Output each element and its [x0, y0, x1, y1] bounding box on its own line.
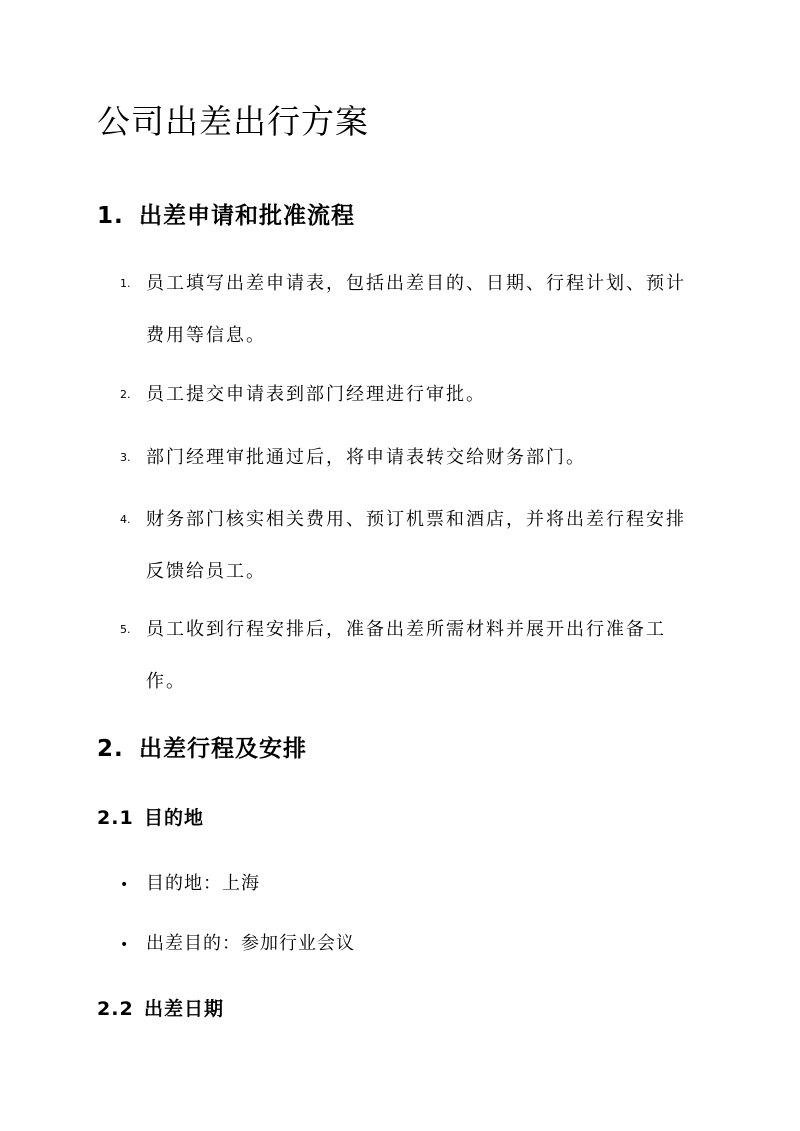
section-title: 出差行程及安排 — [139, 736, 307, 762]
bullet-text: 出差目的：参加行业会议 — [146, 933, 355, 954]
section-number: 2. — [97, 736, 124, 762]
list-item — [120, 612, 700, 708]
section-1-heading — [97, 197, 355, 230]
list-item — [120, 440, 700, 476]
list-marker: 5. — [120, 623, 131, 636]
list-item — [120, 377, 700, 413]
list-item-text: 财务部门核实相关费用、预订机票和酒店，并将出差行程安排反馈给员工。 — [146, 509, 686, 582]
subsection-number: 2.1 — [97, 807, 134, 829]
subsection-title: 出差日期 — [144, 998, 225, 1020]
subsection-number: 2.2 — [97, 998, 134, 1020]
section-number: 1. — [97, 203, 124, 229]
list-item-text: 员工提交申请表到部门经理进行审批。 — [146, 384, 486, 405]
subsection-title: 目的地 — [144, 807, 205, 829]
list-item — [120, 266, 700, 362]
list-marker: 1. — [120, 277, 131, 290]
section-2-heading — [97, 730, 307, 763]
bullet-marker: • — [120, 937, 130, 953]
bullet-item — [120, 869, 700, 900]
list-item-text: 部门经理审批通过后，将申请表转交给财务部门。 — [146, 447, 586, 468]
list-marker: 4. — [120, 513, 131, 526]
list-marker: 2. — [120, 388, 131, 401]
bullet-item — [120, 929, 700, 960]
subsection-2-1-heading — [97, 803, 204, 830]
bullet-marker: • — [120, 877, 130, 893]
list-item-text: 员工填写出差申请表，包括出差目的、日期、行程计划、预计费用等信息。 — [146, 273, 686, 346]
document-title: 公司出差出行方案 — [97, 102, 369, 141]
bullet-text: 目的地：上海 — [146, 873, 260, 894]
list-marker: 3. — [120, 451, 131, 464]
section-title: 出差申请和批准流程 — [139, 203, 355, 229]
list-item-text: 员工收到行程安排后，准备出差所需材料并展开出行准备工作。 — [146, 619, 666, 692]
subsection-2-2-heading — [97, 994, 224, 1021]
list-item — [120, 502, 700, 598]
